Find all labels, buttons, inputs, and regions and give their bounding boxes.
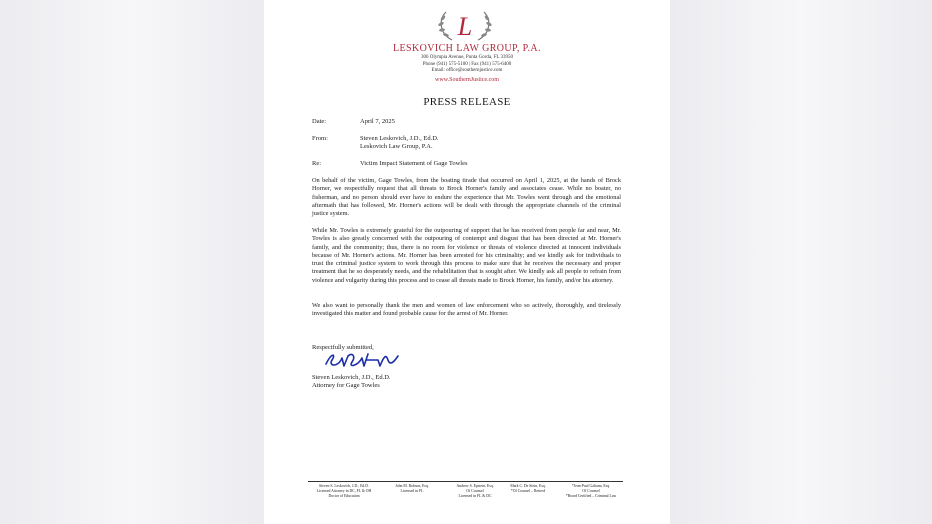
logo-letter: L xyxy=(457,12,473,41)
left-blurred-background xyxy=(0,0,264,524)
right-blurred-background xyxy=(670,0,932,524)
footer-attorney-4: Mark C. De Stein, Esq. *Of Counsel – Retired xyxy=(510,484,546,493)
footer-attorney-5: *Jean-Paul Galianu, Esq. Of Counsel *Board Certified – Criminal Law xyxy=(565,484,617,498)
footer-attorney-1: Steven S. Leskovich, J.D., Ed.D. Licensed Attorney in DC, FL & OH Doctor of Education xyxy=(316,484,372,498)
footer-divider xyxy=(308,481,623,482)
laurel-logo-icon xyxy=(434,8,496,46)
firm-phone: Phone (941) 575-5100 | Fax (941) 575-6400 xyxy=(422,61,512,67)
re-value: Victim Impact Statement of Gage Towles xyxy=(360,160,468,167)
paragraph-3: We also want to personally thank the men and women of law enforcement who so actively, thoroughly, and tirelessly investigated this matter and found probable cause for the arrest of Mr. Horner. xyxy=(312,302,621,318)
document-title: PRESS RELEASE xyxy=(423,96,511,108)
handwritten-signature xyxy=(322,350,402,372)
from-label: From: xyxy=(312,135,328,142)
firm-website: www.SouthernJustice.com xyxy=(435,77,499,83)
signer-name: Steven Leskovich, J.D., Ed.D. xyxy=(312,374,391,381)
paragraph-2: While Mr. Towles is extremely grateful for the outpouring of support that he has received from people far and near, Mr. Towles is also greatly concerned with the outpouring of contempt and disgust that has been directed at Mr. Horner's family, and the community; thus, there is no room for violence or threats of violence directed at innocent individuals because of Mr. Horner's actions. Mr. Horner has been arrested for his criminality; and we kindly ask for individuals to trust the criminal justice system to work through this process to make sure that he receives the necessary and proper treatment that he so desperately needs, and the rehabilitation that is sought after. We kindly ask all people to refrain from violence and vulgarity during this process and to cease all threats made to Brock Horner, his family, and/or his attorney. xyxy=(312,227,621,284)
signer-title: Attorney for Gage Towles xyxy=(312,382,380,389)
closing-text: Respectfully submitted, xyxy=(312,344,374,351)
paragraph-1: On behalf of the victim, Gage Towles, from the boating tirade that occurred on April 1, 2025, at the hands of Brock Horner, we respectfully request that all threats to Brock Horner's family and associates cease. While no boater, no fisherman, and no person should ever have to endure the experience that Mr. Towles went through and the emotional aftermath that has followed, Mr. Horner's actions will be dealt with through the appropriate channels of the criminal justice system. xyxy=(312,177,621,217)
firm-address: 306 Olympia Avenue, Punta Gorda, FL 33950 xyxy=(421,55,513,60)
date-value: April 7, 2025 xyxy=(360,118,395,125)
press-release-page xyxy=(264,0,670,524)
from-line-2: Leskovich Law Group, P.A. xyxy=(360,143,433,150)
from-line-1: Steven Leskovich, J.D., Ed.D. xyxy=(360,135,439,142)
re-label: Re: xyxy=(312,160,322,167)
firm-email: Email: office@southernjustice.com xyxy=(431,68,503,73)
firm-name: LESKOVICH LAW GROUP, P.A. xyxy=(393,43,541,54)
footer-attorney-3: Andrew S. Epstein, Esq. Of Counsel Licensed in FL & DC xyxy=(456,484,494,498)
footer-attorney-2: John M. Robson, Esq. Licensed in FL xyxy=(395,484,429,493)
date-label: Date: xyxy=(312,118,327,125)
